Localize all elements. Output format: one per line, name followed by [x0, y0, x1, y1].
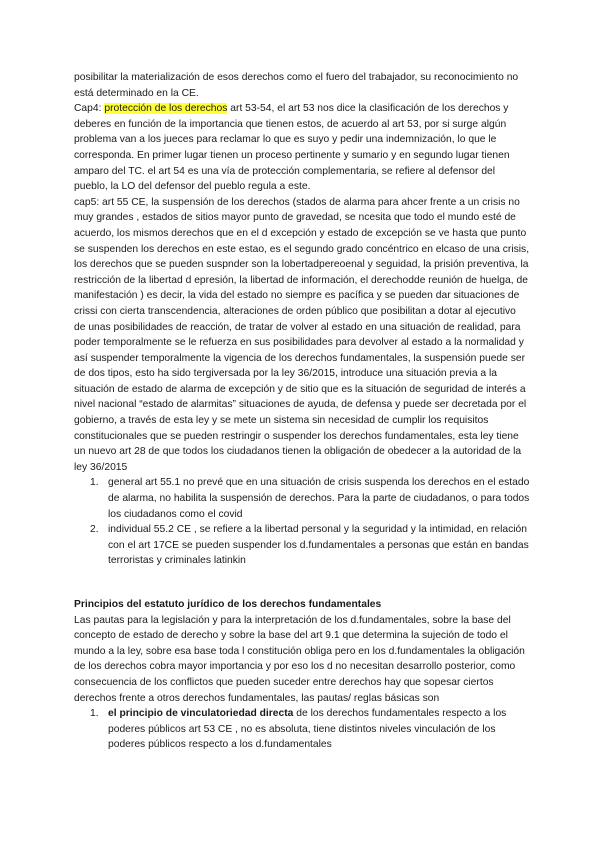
blank-line: [74, 569, 530, 597]
cap4-prefix: Cap4:: [74, 103, 105, 115]
list-item: [74, 475, 530, 522]
paragraph-principios: Las pautas para la legislación y para la interpretación de los d.fundamentales, sobre la base del concepto de estado de derecho y sobre la base del art 9.1 que determina la sujeción de todo el mundo a la ley, sobre esa base toda l constitución obliga pero en los d.fundamentales la obligación de los derechos cobra mayor importancia y por eso los d no necesitan desarrollo posterior, como consecuencia de los conflictos que pueden suceder entre derechos hay que sopesar ciertos derechos frente a otros derechos fundamentales, las pautas/ reglas básicas son: [74, 614, 525, 704]
paragraph-cap5: cap5: art 55 CE, la suspensión de los derechos (stados de alarma para ahcer frente a un crisis no muy grandes , estados de sitios mayor punto de gravedad, se ncesita que todo el mundo esté de acuerdo, los mismos derechos que en el d excepción y estado de excepción se ve hasta que punto se suspenden los derechos en este estao, es el segundo grado concéntrico en elcaso de una crisis, los derechos que se pueden suspnder son la lobertadpereoenal y seguidad, la prisión preventiva, la restricción de la libertad d epresión, la libertad de información, el derechodde reunión de huelga, de manifestación ) es decir, la vida del estado no siempre es pacífica y se pueden dar situaciones de crissi con cierta transcendencia, alteraciones de orden público que posibilitan a dotar al ejecutivo de unas posibilidades de reacción, de tratar de volver al estado en una situación de realidad, para poder temporalmente se le refuerza en sus posibilidades para devolver al estado a la normalidad y así suspender temporalmente la vigencia de los derechos fundamentales, la suspensión puede ser de dos tipos, esto ha sido tergiversada por la ley 36/2015, introduce una situación previa a la situación de estado de alarma de excepción y de sitio que es la situación de seguridad de interés a nivel nacional “estado de alarmitas” situaciones de ayuda, de defensa y puede ser decretada por el gobierno, a través de esta ley y se mete un sistema sin necesidad de cumplir los requisitos constitucionales que se pueden restringir o suspender los derechos fundamentales, esta ley tiene un nuevo art 28 de que todos los ciudadanos tienen la obligación de obedecer a la autoridad de la ley 36/2015: [74, 196, 530, 473]
numbered-list-suspension: [74, 475, 530, 569]
list-item: [74, 522, 530, 569]
section-heading: Principios del estatuto jurídico de los derechos fundamentales: [74, 599, 382, 610]
numbered-list-principios: [74, 706, 530, 753]
list-item-text: general art 55.1 no prevé que en una situación de crisis suspenda los derechos en el estado de alarma, no habilita la suspensión de derechos. Para la parte de ciudadanos, o para todos los ciudadanos como el covid: [108, 477, 530, 520]
cap4-body: art 53-54, el art 53 nos dice la clasificación de los derechos y deberes en función de la importancia que tienen estos, de acuerdo al art 53, por si surge algún problema van a los jueces para reclamar lo que es suyo y pedir una indemnización, lo que le corresponda. En primer lugar tienen un proceso pertinente y sumario y en segundo lugar tienen amparo del TC. el art 54 es una vía de protección complementaria, se refiere al defensor del pueblo, la LO del defensor del pueblo regula a este.: [74, 103, 510, 193]
list-item: [74, 706, 530, 753]
list-item-bold: el principio de vinculatoriedad directa: [108, 708, 294, 720]
list-number: 1.: [90, 477, 99, 489]
list-item-text: individual 55.2 CE , se refiere a la libertad personal y la seguridad y la intimidad, en relación con el art 17CE se pueden suspender los d.fundamentales a personas que están en bandas terroristas y criminales latinkin: [108, 524, 529, 567]
document-body: [74, 70, 530, 753]
list-item-text: de los derechos fundamentales respecto a los poderes públicos art 53 CE , no es absoluta, tiene distintos niveles vinculación de los poderes públicos respecto a los d.fundamentales: [108, 708, 507, 751]
highlighted-text: protección de los derechos: [104, 103, 228, 115]
list-number: 1.: [90, 708, 99, 720]
paragraph-intro: posibilitar la materialización de esos derechos como el fuero del trabajador, su reconocimiento no está determinado en la CE.: [74, 72, 519, 99]
list-number: 2.: [90, 524, 99, 536]
paragraph-cap4: [74, 101, 530, 195]
